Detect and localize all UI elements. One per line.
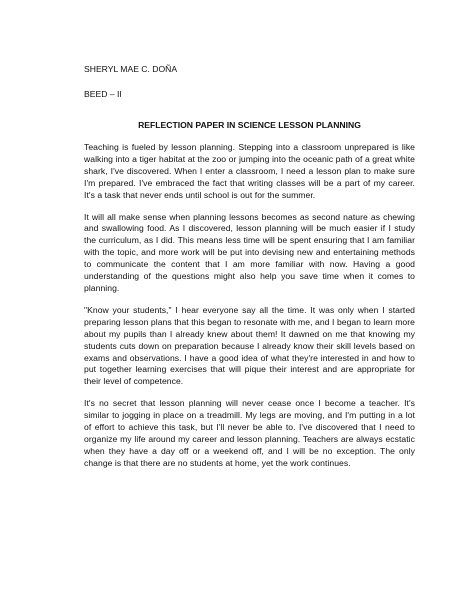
course-label: BEED – II bbox=[84, 89, 122, 99]
document-title: REFLECTION PAPER IN SCIENCE LESSON PLANNING bbox=[138, 120, 361, 130]
paragraph-1: Teaching is fueled by lesson planning. Stepping into a classroom unprepared is like walking into a tiger habitat at the zoo or jumping into the oceanic path of a great white shark, I've discovered. When I enter a classroom, I need a lesson plan to make sure I'm prepared. I've embraced the fact that writing classes will be a part of my career. It's a task that never ends until school is out for the summer. bbox=[84, 142, 415, 200]
paragraph-3: "Know your students," I hear everyone say all the time. It was only when I started preparing lesson plans that this began to resonate with me, and I began to learn more about my pupils than I already knew about them! It dawned on me that knowing my students cuts down on preparation because I already know their skill levels based on exams and observations. I have a good idea of what they're interested in and how to put together learning exercises that will pique their interest and are appropriate for their level of competence. bbox=[84, 304, 415, 387]
author-name: SHERYL MAE C. DOÑA bbox=[84, 64, 178, 74]
paragraph-2: It will all make sense when planning lessons becomes as second nature as chewing and swallowing food. As I discovered, lesson planning will be much easier if I study the curriculum, as I did. This means less time will be spent ensuring that I am familiar with the topic, and more work will be put into devising new and entertaining methods to communicate the content that I am more familiar with now. Having a good understanding of the questions might also help you save time when it comes to planning. bbox=[84, 211, 415, 293]
paragraph-4: It's no secret that lesson planning will never cease once I become a teacher. It's similar to jogging in place on a treadmill. My legs are moving, and I'm putting in a lot of effort to achieve this task, but I'll never be able to. I've discovered that I need to organize my life around my career and lesson planning. Teachers are always ecstatic when they have a day off or a weekend off, and I will be no exception. The only change is that there are no students at home, yet the work continues. bbox=[84, 398, 415, 468]
